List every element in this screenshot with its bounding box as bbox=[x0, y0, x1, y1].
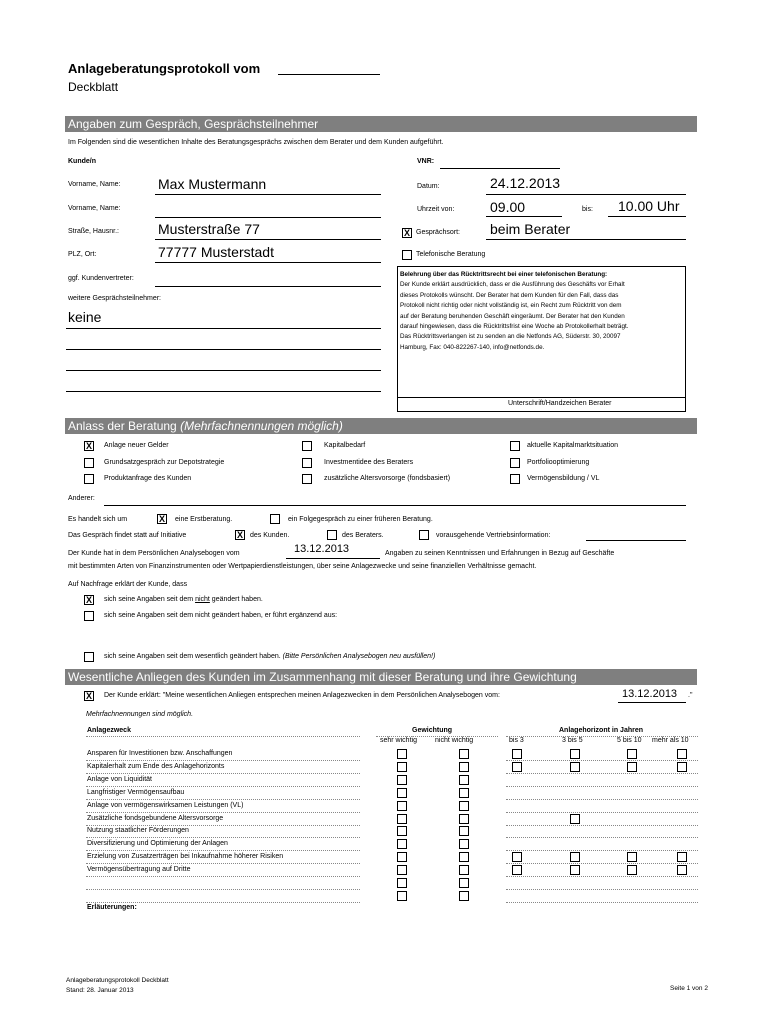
anlass-checkbox[interactable] bbox=[510, 441, 520, 451]
belehrung-box bbox=[397, 266, 686, 412]
table-row-rule bbox=[506, 863, 698, 864]
kunden-checkbox[interactable]: X bbox=[236, 530, 243, 540]
section-heading-anlass bbox=[65, 418, 697, 434]
anliegen-checkbox[interactable] bbox=[459, 775, 469, 785]
datum-field[interactable] bbox=[486, 194, 686, 195]
col-3bis5: 3 bis 5 bbox=[562, 737, 583, 744]
nachfrage2-label: sich seine Angaben seit dem nicht geändert haben, er führt ergänzend aus: bbox=[104, 612, 338, 619]
analyse-text-pre: Der Kunde hat in dem Persönlichen Analysebogen vom bbox=[68, 550, 240, 557]
table-row-rule bbox=[86, 902, 360, 903]
nachfrage1-label bbox=[104, 596, 263, 603]
anlass-option-label: zusätzliche Altersvorsorge (fondsbasiert) bbox=[324, 475, 451, 482]
anliegen-checkbox[interactable] bbox=[459, 762, 469, 772]
erklaert-date-field[interactable] bbox=[618, 702, 686, 703]
anliegen-checkbox[interactable] bbox=[397, 826, 407, 836]
anliegen-checkbox[interactable] bbox=[570, 749, 580, 759]
footer-doc-name: Anlageberatungsprotokoll Deckblatt bbox=[66, 977, 169, 984]
nachfrage-label: Auf Nachfrage erklärt der Kunde, dass bbox=[68, 581, 188, 588]
belehrung-line: Das Rücktrittsverlangen ist zu senden an die Netfonds AG, Süderstr. 30, 20097 bbox=[400, 333, 621, 341]
anderer-field[interactable] bbox=[104, 505, 686, 506]
belehrung-line: dieses Protokolls wünscht. Der Berater hat dem Kunden für den Fall, dass das bbox=[400, 291, 619, 299]
anliegen-checkbox[interactable] bbox=[627, 749, 637, 759]
nachfrage3-italic: (Bitte Persönlichen Analysebogen neu ausfüllen!) bbox=[282, 653, 436, 660]
footer-stand: Stand: 28. Januar 2013 bbox=[66, 987, 134, 994]
anlass-option-label: aktuelle Kapitalmarktsituation bbox=[527, 442, 619, 449]
teilnehmer-line-3[interactable] bbox=[66, 370, 381, 371]
anliegen-checkbox[interactable] bbox=[397, 762, 407, 772]
belehrung-text bbox=[400, 270, 628, 353]
anliegen-checkbox[interactable] bbox=[397, 749, 407, 759]
ort-field[interactable] bbox=[486, 239, 686, 240]
col-5bis10: 5 bis 10 bbox=[617, 737, 642, 744]
anliegen-checkbox[interactable] bbox=[397, 801, 407, 811]
teilnehmer-line-2[interactable] bbox=[66, 349, 381, 350]
table-row-rule bbox=[506, 812, 698, 813]
strasse-value: Musterstraße 77 bbox=[158, 221, 260, 237]
table-row-rule bbox=[86, 825, 360, 826]
belehrung-line: Der Kunde erklärt ausdrücklich, dass er die Ausführung des Geschäfts vor Erhalt bbox=[400, 281, 625, 289]
anliegen-checkbox[interactable] bbox=[459, 839, 469, 849]
anliegen-checkbox[interactable] bbox=[677, 865, 687, 875]
belehrung-line: auf der Beratung beruhenden Geschäft eingeräumt. Der Berater hat den Kunden bbox=[400, 312, 625, 320]
col-sehr-wichtig: sehr wichtig bbox=[380, 737, 417, 744]
unterschrift-label: Unterschrift/Handzeichen Berater bbox=[508, 400, 612, 407]
vertrieb-field[interactable] bbox=[586, 540, 686, 541]
col-mehr10: mehr als 10 bbox=[652, 737, 689, 744]
anliegen-checkbox[interactable] bbox=[570, 762, 580, 772]
uhrzeit-bis-value: 10.00 Uhr bbox=[618, 198, 680, 214]
anliegen-checkbox[interactable] bbox=[512, 852, 522, 862]
folgegespraech-label: ein Folgegespräch zu einer früheren Beratung. bbox=[288, 516, 433, 523]
table-row-rule bbox=[86, 760, 360, 761]
col-nicht-wichtig: nicht wichtig bbox=[435, 737, 474, 744]
table-row-rule bbox=[506, 825, 698, 826]
anlass-option-label: Anlage neuer Gelder bbox=[104, 442, 169, 449]
vorname2-label: Vorname, Name: bbox=[68, 205, 121, 212]
uhrzeit-label: Uhrzeit von: bbox=[417, 206, 455, 213]
anliegen-row-label: Anlage von vermögenswirksamen Leistungen (VL) bbox=[87, 801, 244, 809]
datum-value: 24.12.2013 bbox=[490, 175, 561, 191]
table-rule bbox=[376, 736, 498, 737]
anliegen-checkbox[interactable] bbox=[677, 749, 687, 759]
anliegen-checkbox[interactable] bbox=[570, 865, 580, 875]
anlass-heading-text: Anlass der Beratung bbox=[68, 419, 181, 433]
vorname1-value: Max Mustermann bbox=[158, 176, 267, 192]
erklaert-date: 13.12.2013 bbox=[622, 688, 678, 700]
anliegen-checkbox[interactable] bbox=[459, 826, 469, 836]
erklaert-text: Der Kunde erklärt: "Meine wesentlichen Anliegen entsprechen meinen Anlagezwecken in dem Persönlichen Analysebogen vom: bbox=[104, 692, 500, 699]
col-anlagehorizont: Anlagehorizont in Jahren bbox=[559, 727, 644, 734]
table-rule bbox=[506, 736, 698, 737]
col-bis3: bis 3 bbox=[509, 737, 524, 744]
anlass-heading-italic: (Mehrfachnennungen möglich) bbox=[180, 419, 343, 433]
section-heading-gespraech: Angaben zum Gespräch, Gesprächsteilnehmer bbox=[65, 116, 697, 132]
anliegen-row-label: Ansparen für Investitionen bzw. Anschaffungen bbox=[87, 750, 233, 757]
table-row-rule bbox=[86, 876, 360, 877]
anliegen-checkbox[interactable] bbox=[459, 891, 469, 901]
datum-label: Datum: bbox=[417, 183, 440, 190]
anliegen-checkbox[interactable] bbox=[512, 762, 522, 772]
belehrung-title: Belehrung über das Rücktrittsrecht bei einer telefonischen Beratung: bbox=[400, 271, 608, 278]
analyse-text-line2: mit bestimmten Arten von Finanzinstrumenten oder Wertpapierdienstleistungen, über seine Anlagezwecke und seine finanziellen Verhältnisse gemacht. bbox=[68, 563, 537, 570]
vorname1-label: Vorname, Name: bbox=[68, 181, 121, 188]
anliegen-checkbox[interactable] bbox=[570, 814, 580, 824]
nachfrage3-label bbox=[104, 653, 435, 660]
anlass-checkbox[interactable] bbox=[510, 474, 520, 484]
table-row-rule bbox=[506, 773, 698, 774]
belehrung-line: darauf hingewiesen, dass die Rücktrittsfrist eine Woche ab Protokollerhalt beträgt. bbox=[400, 323, 629, 331]
anliegen-checkbox[interactable] bbox=[459, 852, 469, 862]
anliegen-checkbox[interactable] bbox=[397, 891, 407, 901]
vnr-label: VNR: bbox=[417, 158, 435, 165]
teilnehmer-line-1[interactable] bbox=[66, 328, 381, 329]
vertrieb-label: vorausgehende Vertriebsinformation: bbox=[436, 532, 551, 539]
telefon-checkbox[interactable] bbox=[402, 250, 412, 260]
erstberatung-checkbox[interactable]: X bbox=[158, 514, 165, 524]
anlass-option-label: Portfoliooptimierung bbox=[527, 459, 590, 466]
title-date-line[interactable] bbox=[278, 74, 380, 75]
table-rule bbox=[86, 736, 360, 737]
gespraechsort-checkbox[interactable]: X bbox=[403, 228, 410, 238]
anliegen-row-label: Anlage von Liquidität bbox=[87, 775, 152, 783]
anliegen-checkbox[interactable] bbox=[627, 852, 637, 862]
plz-field[interactable] bbox=[155, 262, 381, 263]
erklaert-checkbox[interactable]: X bbox=[85, 691, 92, 701]
belehrung-line: Hamburg, Fax: 040-822267-140, info@netfonds.de. bbox=[400, 343, 545, 351]
anlass-checkbox[interactable] bbox=[302, 458, 312, 468]
table-row-rule bbox=[86, 837, 360, 838]
anliegen-checkbox[interactable] bbox=[677, 762, 687, 772]
vertrieb-checkbox[interactable] bbox=[419, 530, 429, 540]
anliegen-row-label: Vermögensübertragung auf Dritte bbox=[87, 866, 191, 874]
table-row-rule bbox=[506, 889, 698, 890]
analyse-date: 13.12.2013 bbox=[294, 543, 350, 555]
anliegen-row-label: Kapitalerhalt zum Ende des Anlagehorizonts bbox=[87, 762, 225, 770]
nachfrage1-post: geändert haben. bbox=[209, 596, 263, 603]
footer-page-number: Seite 1 von 2 bbox=[670, 985, 708, 992]
anliegen-checkbox[interactable] bbox=[459, 814, 469, 824]
anliegen-row-label: Zusätzliche fondsgebundene Altersvorsorge bbox=[87, 814, 224, 822]
uhrzeit-von-value: 09.00 bbox=[490, 199, 526, 215]
teilnehmer-value: keine bbox=[68, 309, 102, 325]
belehrung-line: Protokoll nicht richtig oder nicht vollständig ist, ein Recht zum Rücktritt von dem bbox=[400, 302, 622, 310]
anlass-checkbox[interactable] bbox=[510, 458, 520, 468]
anliegen-checkbox[interactable] bbox=[512, 749, 522, 759]
strasse-label: Straße, Hausnr.: bbox=[68, 228, 119, 235]
anliegen-checkbox[interactable] bbox=[627, 762, 637, 772]
anliegen-checkbox[interactable] bbox=[397, 878, 407, 888]
anliegen-checkbox[interactable] bbox=[459, 865, 469, 875]
anliegen-checkbox[interactable] bbox=[459, 878, 469, 888]
anliegen-checkbox[interactable] bbox=[397, 788, 407, 798]
anliegen-checkbox[interactable] bbox=[512, 865, 522, 875]
page-subtitle: Deckblatt bbox=[68, 80, 119, 94]
plz-label: PLZ, Ort: bbox=[68, 251, 97, 258]
nachfrage1-underlined: nicht bbox=[195, 596, 210, 603]
uhrzeit-bis-field[interactable] bbox=[608, 216, 686, 217]
signature-line[interactable] bbox=[398, 397, 685, 398]
anlass-option-label: Kapitalbedarf bbox=[324, 442, 366, 449]
anliegen-row-label: Nutzung staatlicher Förderungen bbox=[87, 827, 189, 835]
anlass-checkbox[interactable] bbox=[84, 474, 94, 484]
anliegen-checkbox[interactable] bbox=[459, 788, 469, 798]
col-anlagezweck: Anlagezweck bbox=[87, 727, 131, 734]
anliegen-checkbox[interactable] bbox=[459, 801, 469, 811]
table-row-rule bbox=[86, 799, 360, 800]
kunde-label: Kunde/n bbox=[68, 158, 96, 165]
beraters-checkbox[interactable] bbox=[327, 530, 337, 540]
vertreter-label: ggf. Kundenvertreter: bbox=[68, 275, 134, 282]
erklaert-close: ." bbox=[688, 692, 693, 699]
table-row-rule bbox=[506, 799, 698, 800]
beraters-label: des Beraters. bbox=[342, 532, 384, 539]
analyse-date-field[interactable] bbox=[286, 558, 380, 559]
anlass-option-label: Produktanfrage des Kunden bbox=[104, 475, 192, 482]
erstberatung-label: eine Erstberatung. bbox=[175, 516, 233, 523]
ort-value: beim Berater bbox=[490, 221, 571, 237]
analyse-text-post: Angaben zu seinen Kenntnissen und Erfahrungen in Bezug auf Geschäfte bbox=[385, 550, 615, 557]
anlass-option-label: Vermögensbildung / VL bbox=[527, 475, 600, 482]
nachfrage3-text: sich seine Angaben seit dem wesentlich geändert haben. bbox=[104, 653, 283, 660]
table-row-rule bbox=[86, 889, 360, 890]
vorname2-field[interactable] bbox=[155, 217, 381, 218]
teilnehmer-label: weitere Gesprächsteilnehmer: bbox=[68, 295, 161, 302]
table-row-rule bbox=[86, 786, 360, 787]
table-row-rule bbox=[86, 773, 360, 774]
table-row-rule bbox=[86, 850, 360, 851]
erlaeuterungen-label: Erläuterungen: bbox=[87, 904, 137, 911]
anlass-checkbox[interactable] bbox=[302, 474, 312, 484]
teilnehmer-line-4[interactable] bbox=[66, 391, 381, 392]
nachfrage1-pre: sich seine Angaben seit dem bbox=[104, 596, 196, 603]
anliegen-checkbox[interactable] bbox=[397, 839, 407, 849]
anliegen-row-label: Diversifizierung und Optimierung der Anlagen bbox=[87, 840, 228, 848]
section-heading-anliegen: Wesentliche Anliegen des Kunden im Zusammenhang mit dieser Beratung und ihre Gewichtung bbox=[65, 669, 697, 685]
table-row-rule bbox=[506, 760, 698, 761]
anliegen-row-label: Erzielung von Zusatzerträgen bei Inkaufnahme höherer Risiken bbox=[87, 853, 284, 861]
anliegen-checkbox[interactable] bbox=[459, 749, 469, 759]
anderer-label: Anderer: bbox=[68, 495, 95, 502]
anliegen-checkbox[interactable] bbox=[570, 852, 580, 862]
table-row-rule bbox=[506, 786, 698, 787]
anliegen-checkbox[interactable] bbox=[397, 865, 407, 875]
handelt-label: Es handelt sich um bbox=[68, 516, 128, 523]
anliegen-checkbox[interactable] bbox=[677, 852, 687, 862]
ort-label: Gesprächsort: bbox=[416, 229, 460, 236]
vertreter-field[interactable] bbox=[155, 286, 381, 287]
strasse-field[interactable] bbox=[155, 239, 381, 240]
folgegespraech-checkbox[interactable] bbox=[270, 514, 280, 524]
nachfrage3-checkbox[interactable] bbox=[84, 652, 94, 662]
mehrfach-note: Mehrfachnennungen sind möglich. bbox=[86, 711, 194, 718]
anliegen-checkbox[interactable] bbox=[627, 865, 637, 875]
anliegen-checkbox[interactable] bbox=[397, 775, 407, 785]
kunden-label: des Kunden. bbox=[250, 532, 290, 539]
table-row-rule bbox=[506, 837, 698, 838]
table-row-rule bbox=[506, 902, 698, 903]
col-gewichtung: Gewichtung bbox=[412, 727, 453, 734]
table-row-rule bbox=[506, 876, 698, 877]
nachfrage2-checkbox[interactable] bbox=[84, 611, 94, 621]
table-row-rule bbox=[86, 812, 360, 813]
anlass-checkbox[interactable]: X bbox=[85, 441, 92, 451]
anliegen-row-label: Langfristiger Vermögensaufbau bbox=[87, 788, 185, 796]
anlass-option-label: Grundsatzgespräch zur Depotstrategie bbox=[104, 459, 225, 466]
plz-value: 77777 Musterstadt bbox=[158, 244, 274, 260]
telefon-label: Telefonische Beratung bbox=[416, 251, 486, 258]
uhrzeit-von-field[interactable] bbox=[486, 216, 562, 217]
nachfrage1-checkbox[interactable]: X bbox=[85, 595, 92, 605]
anliegen-checkbox[interactable] bbox=[397, 852, 407, 862]
anlass-option-label: Investmentidee des Beraters bbox=[324, 459, 414, 466]
anlass-checkbox[interactable] bbox=[84, 458, 94, 468]
bis-label: bis: bbox=[582, 206, 593, 213]
vnr-field[interactable] bbox=[440, 168, 560, 169]
table-row-rule bbox=[86, 863, 360, 864]
vorname1-field[interactable] bbox=[155, 194, 381, 195]
intro-text: Im Folgenden sind die wesentlichen Inhalte des Beratungsgesprächs zwischen dem Berater und dem Kunden aufgeführt. bbox=[68, 139, 444, 146]
anliegen-checkbox[interactable] bbox=[397, 814, 407, 824]
initiative-label: Das Gespräch findet statt auf Initiative bbox=[68, 532, 187, 539]
page-title: Anlageberatungsprotokoll vom bbox=[68, 61, 261, 76]
anlass-checkbox[interactable] bbox=[302, 441, 312, 451]
table-row-rule bbox=[506, 850, 698, 851]
